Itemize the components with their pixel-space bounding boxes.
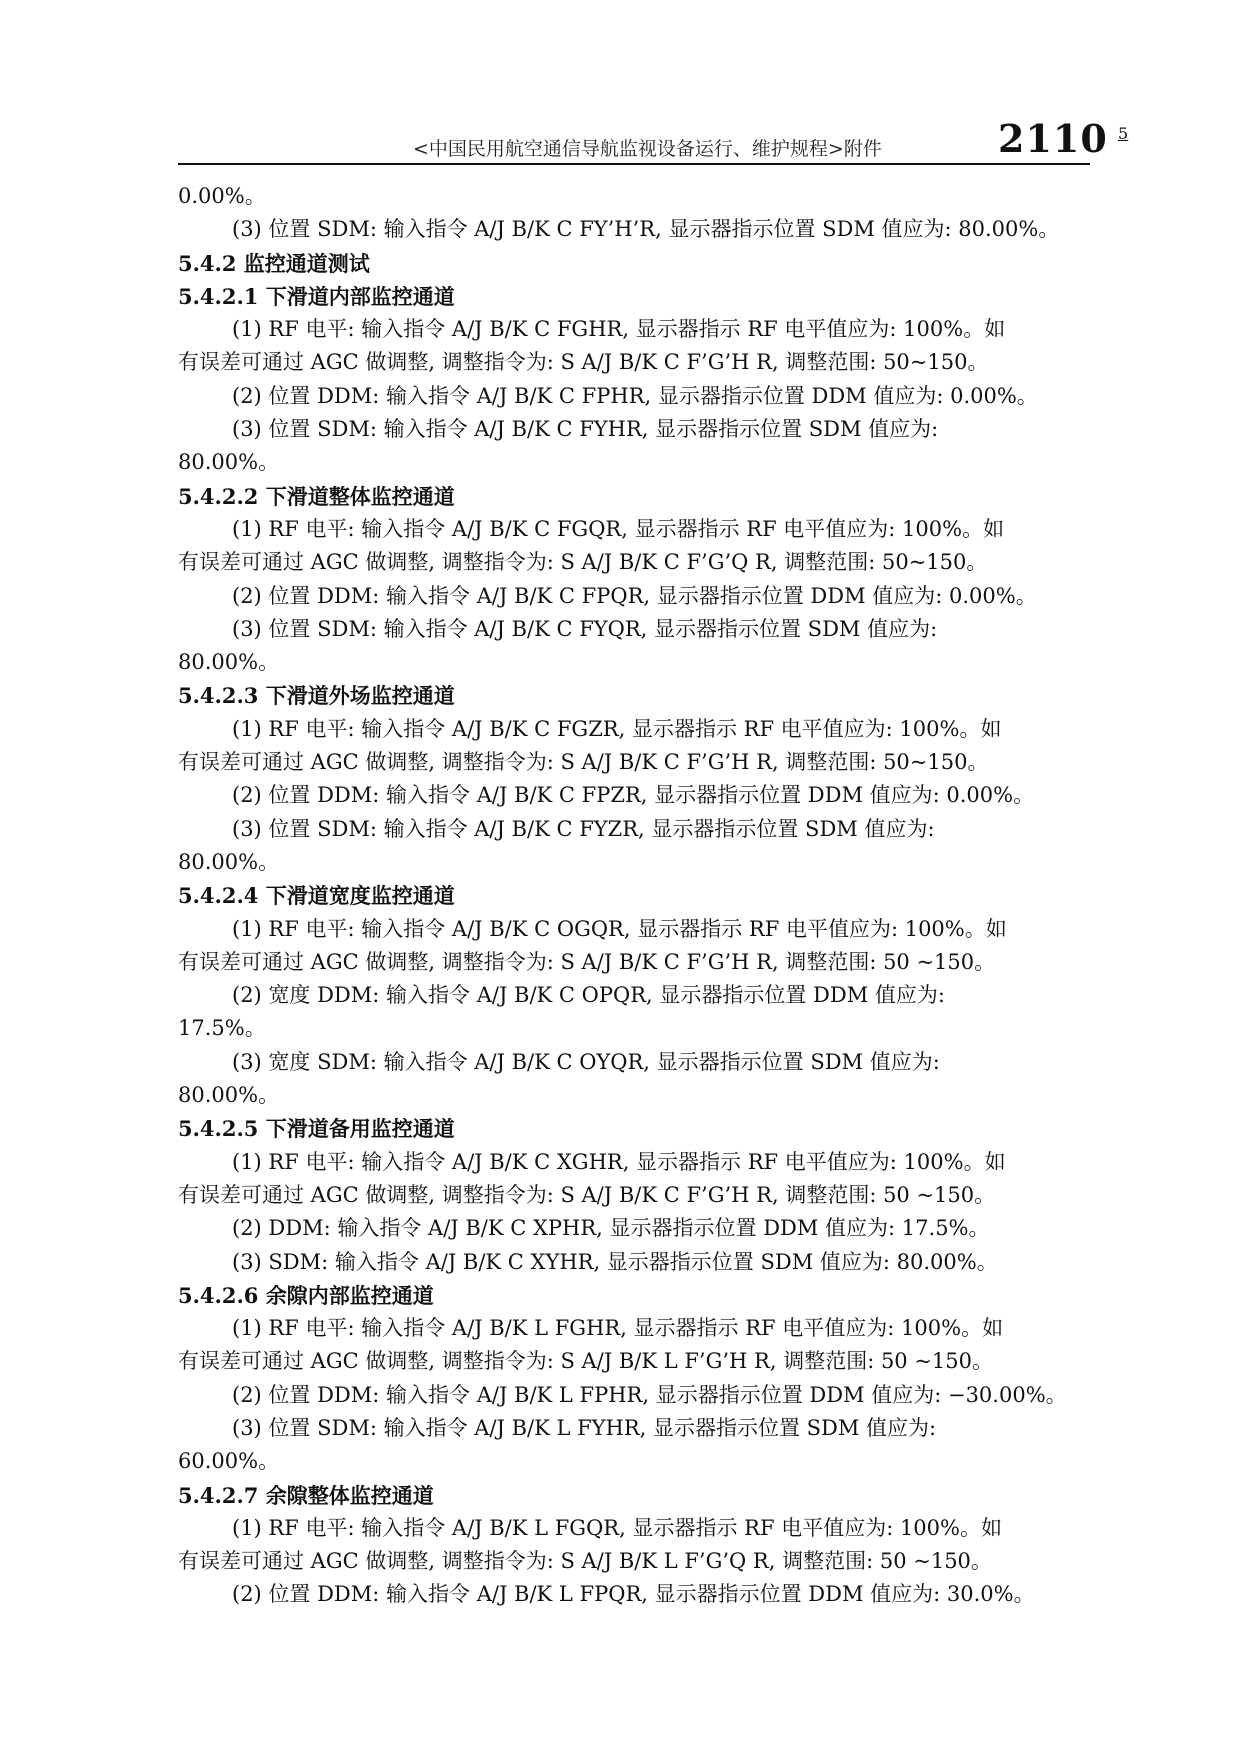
text-line: (3) 位置 SDM: 输入指令 A/J B/K C FYZR, 显示器指示位置 SDM 值应为: bbox=[232, 816, 935, 841]
text-line: 有误差可通过 AGC 做调整, 调整指令为: S A/J B/K C F’G’H R, 调整范围: 50 ~150。 bbox=[178, 1182, 996, 1207]
document-number: 2110 bbox=[998, 116, 1108, 161]
text-line: 有误差可通过 AGC 做调整, 调整指令为: S A/J B/K C F’G’H R, 调整范围: 50~150。 bbox=[178, 750, 989, 775]
running-header-title: <中国民用航空通信导航监视设备运行、维护规程>附件 bbox=[413, 138, 882, 160]
text-line: (1) RF 电平: 输入指令 A/J B/K C FGZR, 显示器指示 RF 电平值应为: 100%。如 bbox=[232, 716, 1002, 741]
section-heading: 5.4.2.5 下滑道备用监控通道 bbox=[178, 1116, 455, 1142]
text-line: (1) RF 电平: 输入指令 A/J B/K C OGQR, 显示器指示 RF 电平值应为: 100%。如 bbox=[232, 916, 1007, 941]
text-line: 有误差可通过 AGC 做调整, 调整指令为: S A/J B/K C F’G’H R, 调整范围: 50 ~150。 bbox=[178, 949, 996, 974]
text-line: (2) 位置 DDM: 输入指令 A/J B/K L FPHR, 显示器指示位置 DDM 值应为: −30.00%。 bbox=[232, 1382, 1067, 1407]
page-header bbox=[178, 110, 1129, 166]
header-rule bbox=[178, 163, 1090, 165]
section-heading: 5.4.2.3 下滑道外场监控通道 bbox=[178, 683, 455, 709]
text-line: 有误差可通过 AGC 做调整, 调整指令为: S A/J B/K C F’G’H R, 调整范围: 50~150。 bbox=[178, 350, 989, 375]
text-line: 0.00%。 bbox=[178, 184, 266, 208]
text-line: 有误差可通过 AGC 做调整, 调整指令为: S A/J B/K L F’G’Q R, 调整范围: 50 ~150。 bbox=[178, 1549, 992, 1574]
text-line: (2) 位置 DDM: 输入指令 A/J B/K C FPQR, 显示器指示位置 DDM 值应为: 0.00%。 bbox=[232, 583, 1037, 608]
text-line: (3) 位置 SDM: 输入指令 A/J B/K L FYHR, 显示器指示位置 SDM 值应为: bbox=[232, 1415, 937, 1440]
text-line: (1) RF 电平: 输入指令 A/J B/K C FGHR, 显示器指示 RF 电平值应为: 100%。如 bbox=[232, 317, 1006, 342]
text-line: (1) RF 电平: 输入指令 A/J B/K L FGQR, 显示器指示 RF 电平值应为: 100%。如 bbox=[232, 1515, 1002, 1540]
text-line: 80.00%。 bbox=[178, 450, 280, 475]
text-line: (2) DDM: 输入指令 A/J B/K C XPHR, 显示器指示位置 DDM 值应为: 17.5%。 bbox=[232, 1216, 990, 1241]
text-line: (2) 宽度 DDM: 输入指令 A/J B/K C OPQR, 显示器指示位置 DDM 值应为: bbox=[232, 983, 945, 1008]
text-line: (1) RF 电平: 输入指令 A/J B/K C XGHR, 显示器指示 RF 电平值应为: 100%。如 bbox=[232, 1149, 1006, 1174]
text-line: (2) 位置 DDM: 输入指令 A/J B/K C FPHR, 显示器指示位置 DDM 值应为: 0.00%。 bbox=[232, 383, 1038, 408]
text-line: 有误差可通过 AGC 做调整, 调整指令为: S A/J B/K C F’G’Q R, 调整范围: 50~150。 bbox=[178, 550, 988, 575]
section-heading: 5.4.2.6 余隙内部监控通道 bbox=[178, 1282, 434, 1308]
text-line: 60.00%。 bbox=[178, 1449, 280, 1474]
text-line: (3) 位置 SDM: 输入指令 A/J B/K C FY’H’R, 显示器指示位置 SDM 值应为: 80.00%。 bbox=[232, 217, 1060, 242]
section-heading: 5.4.2 监控通道测试 bbox=[178, 250, 370, 276]
text-line: (1) RF 电平: 输入指令 A/J B/K L FGHR, 显示器指示 RF 电平值应为: 100%。如 bbox=[232, 1316, 1004, 1341]
text-line: (2) 位置 DDM: 输入指令 A/J B/K L FPQR, 显示器指示位置 DDM 值应为: 30.0%。 bbox=[232, 1582, 1035, 1607]
document-body bbox=[178, 180, 1123, 1612]
text-line: (3) 位置 SDM: 输入指令 A/J B/K C FYHR, 显示器指示位置 SDM 值应为: bbox=[232, 417, 939, 442]
page-number: 5 bbox=[1118, 124, 1129, 143]
section-heading: 5.4.2.1 下滑道内部监控通道 bbox=[178, 283, 455, 309]
text-line: 80.00%。 bbox=[178, 650, 280, 675]
section-heading: 5.4.2.4 下滑道宽度监控通道 bbox=[178, 883, 455, 909]
text-line: 80.00%。 bbox=[178, 1083, 280, 1108]
text-line: (3) SDM: 输入指令 A/J B/K C XYHR, 显示器指示位置 SDM 值应为: 80.00%。 bbox=[232, 1249, 998, 1274]
section-heading: 5.4.2.7 余隙整体监控通道 bbox=[178, 1482, 434, 1508]
text-line: 17.5%。 bbox=[178, 1016, 266, 1041]
text-line: 80.00%。 bbox=[178, 849, 280, 874]
text-line: 有误差可通过 AGC 做调整, 调整指令为: S A/J B/K L F’G’H R, 调整范围: 50 ~150。 bbox=[178, 1349, 994, 1374]
section-heading: 5.4.2.2 下滑道整体监控通道 bbox=[178, 483, 455, 509]
text-line: (1) RF 电平: 输入指令 A/J B/K C FGQR, 显示器指示 RF 电平值应为: 100%。如 bbox=[232, 516, 1005, 541]
text-line: (3) 位置 SDM: 输入指令 A/J B/K C FYQR, 显示器指示位置 SDM 值应为: bbox=[232, 616, 938, 641]
text-line: (3) 宽度 SDM: 输入指令 A/J B/K C OYQR, 显示器指示位置 SDM 值应为: bbox=[232, 1049, 940, 1074]
text-line: (2) 位置 DDM: 输入指令 A/J B/K C FPZR, 显示器指示位置 DDM 值应为: 0.00%。 bbox=[232, 783, 1035, 808]
